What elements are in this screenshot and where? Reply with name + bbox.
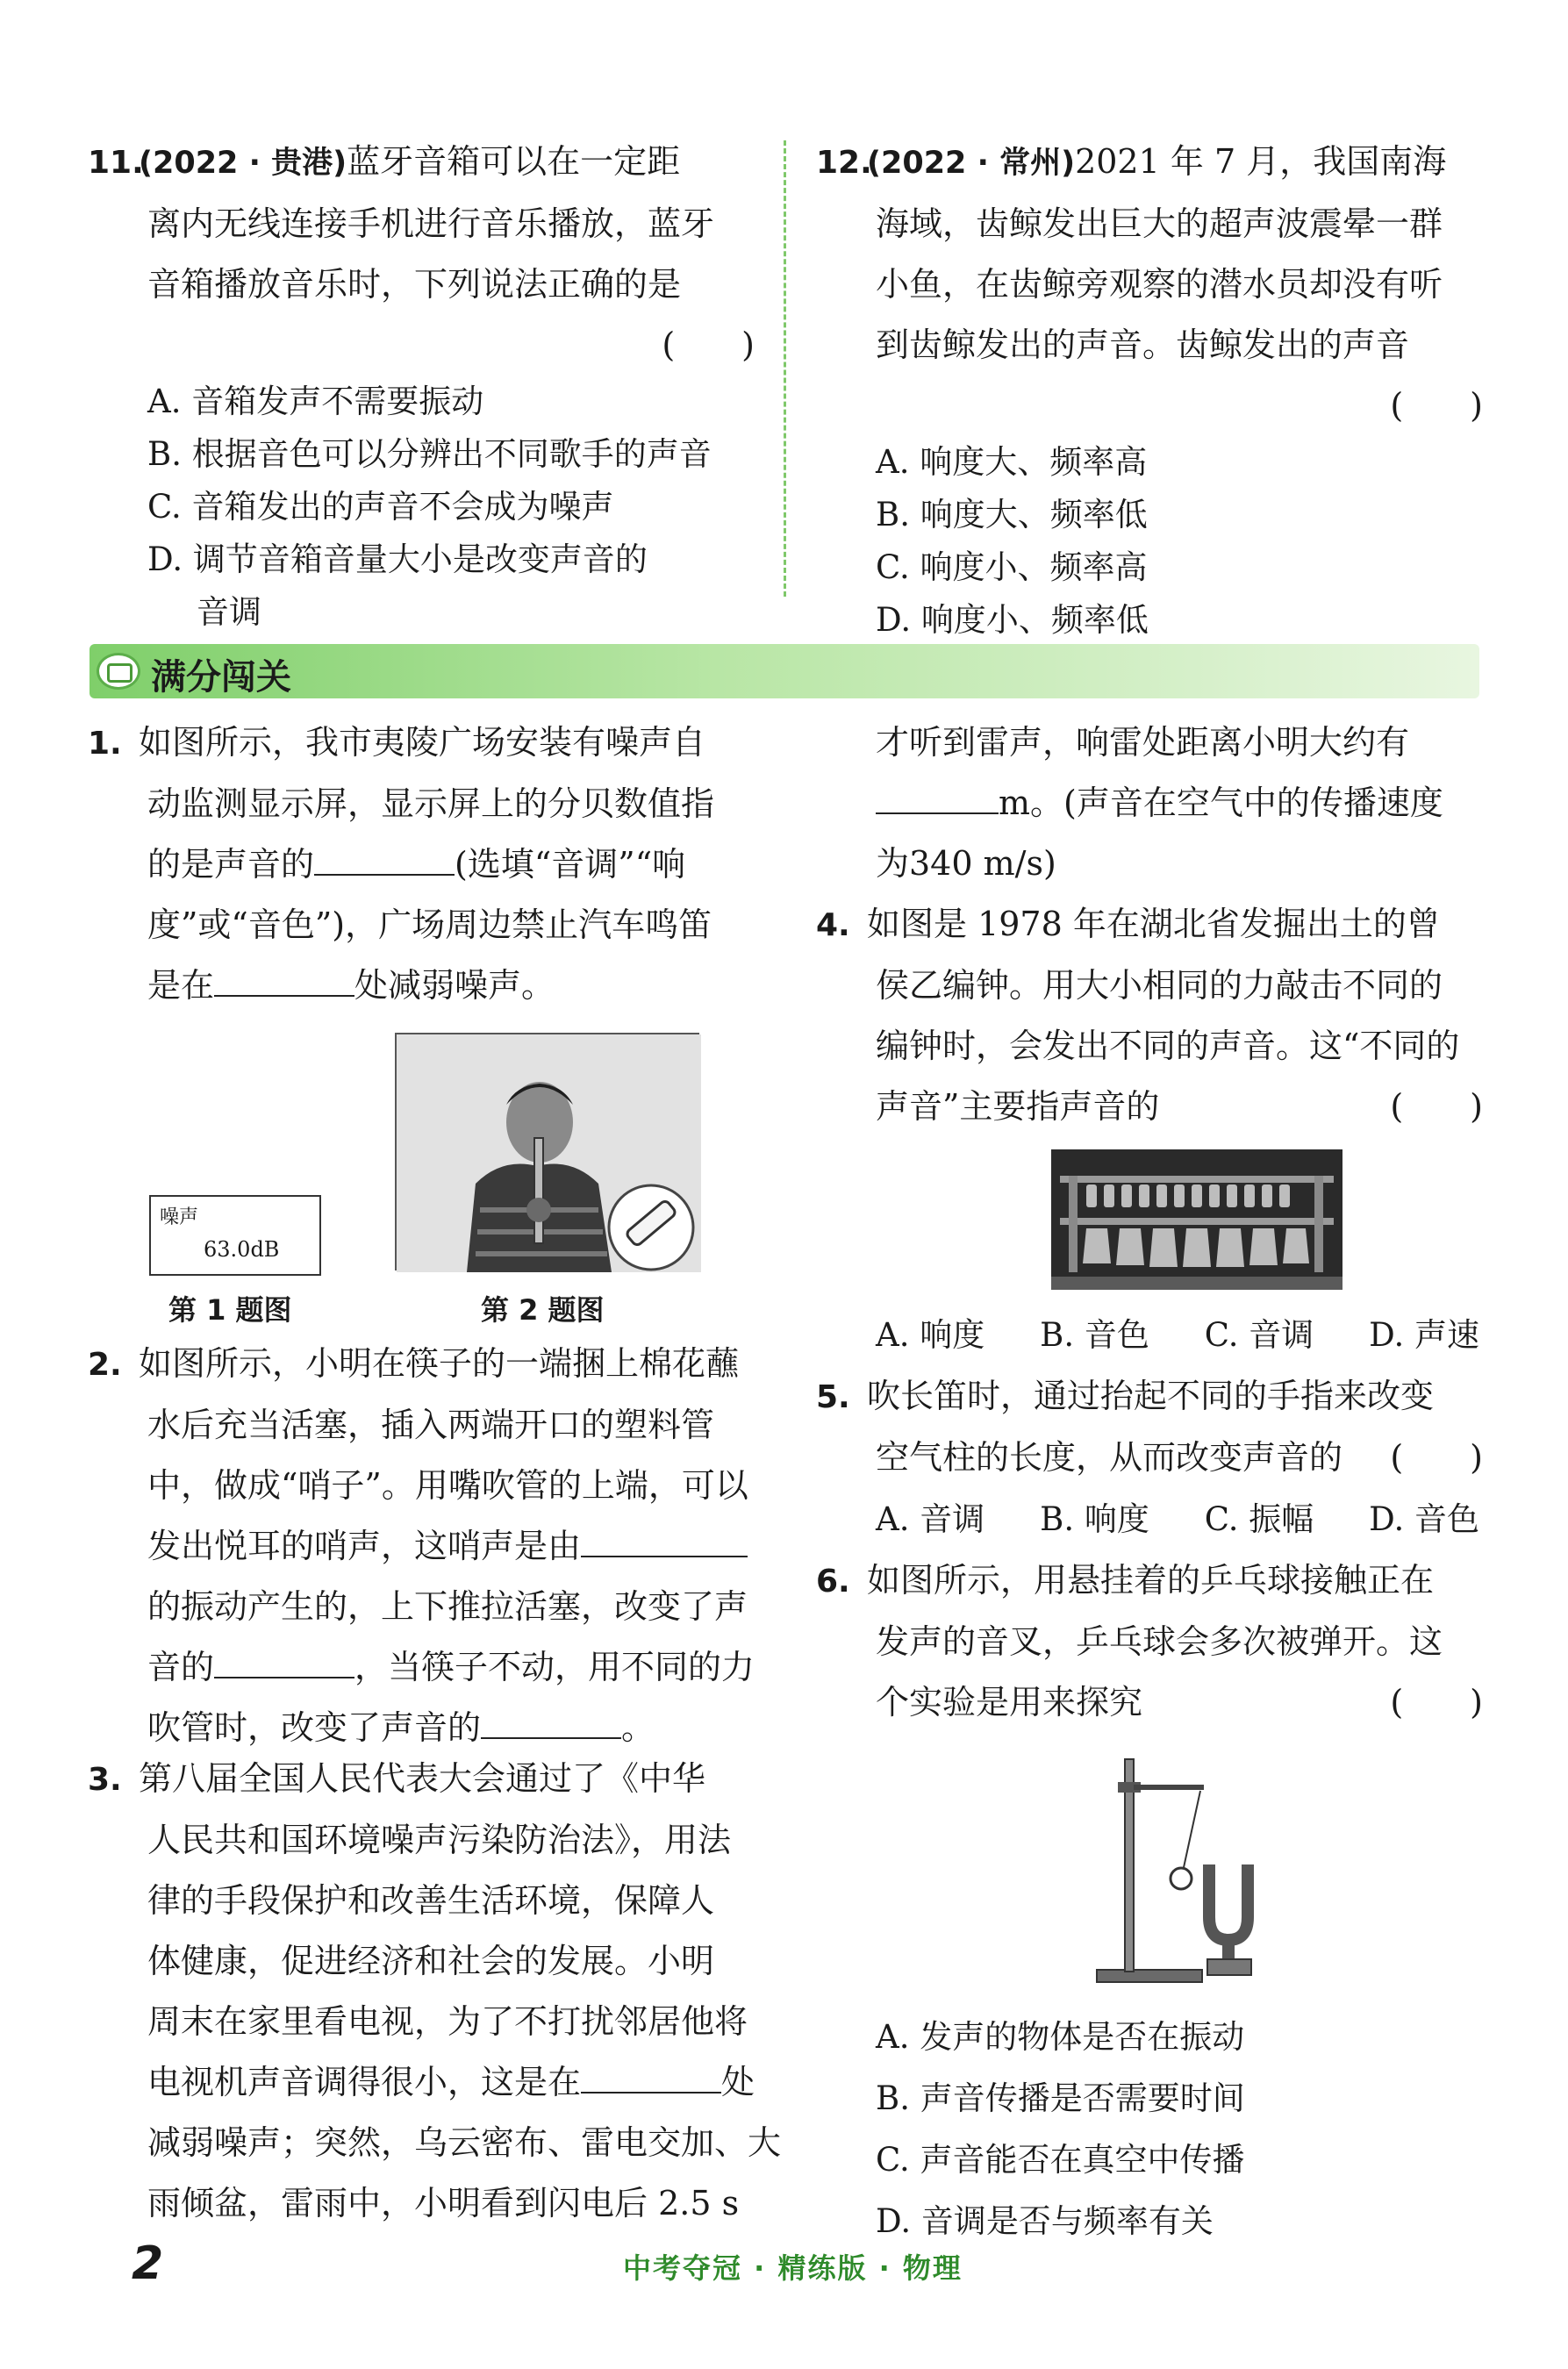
question-number: 12. <box>816 145 872 181</box>
question-text: 度”或“音色”)，广场周边禁止汽车鸣笛 <box>147 905 712 944</box>
fill-blank[interactable] <box>581 2060 721 2093</box>
question-text: 减弱噪声；突然，乌云密布、雷电交加、大 <box>147 2123 782 2162</box>
question-text: 为340 m/s) <box>876 844 1056 883</box>
question-text: 如图所示，用悬挂着的乒乓球接触正在 <box>867 1561 1435 1600</box>
question-text: 发出悦耳的哨声，这哨声是由 <box>147 1527 582 1565</box>
question-text: 周末在家里看电视，为了不打扰邻居他将 <box>147 2002 748 2041</box>
option-d[interactable]: D. 响度小、频率低 <box>876 601 1149 639</box>
question-4-options <box>816 1305 1483 1366</box>
figure-1-noise-display <box>149 1195 321 1276</box>
question-text: m。(声音在空气中的传播速度 <box>999 784 1443 822</box>
question-2 <box>88 1334 755 1758</box>
option-d[interactable]: D. 调节音箱音量大小是改变声音的 <box>147 540 648 578</box>
question-text: 才听到雷声，响雷处距离小明大约有 <box>876 723 1410 762</box>
display-label: 噪声 <box>160 1206 199 1228</box>
option-a[interactable]: A. 发声的物体是否在振动 <box>876 2018 1245 2056</box>
question-number: 3. <box>88 1762 122 1798</box>
question-number: 1. <box>88 726 122 762</box>
bianzhong-bells-illustration <box>1051 1149 1342 1290</box>
question-text: 电视机声音调得很小，这是在 <box>147 2063 582 2101</box>
option-a[interactable]: A. 音箱发声不需要振动 <box>147 383 484 420</box>
fill-blank[interactable] <box>214 963 354 997</box>
figure-1-caption: 第 1 题图 <box>168 1293 292 1327</box>
question-text: 编钟时，会发出不同的声音。这“不同的 <box>876 1027 1460 1065</box>
question-text: 小鱼，在齿鲸旁观察的潜水员却没有听 <box>876 265 1443 304</box>
option-b[interactable]: B. 响度 <box>1040 1500 1149 1538</box>
option-b[interactable]: B. 音色 <box>1040 1316 1149 1354</box>
option-b[interactable]: B. 根据音色可以分辨出不同歌手的声音 <box>147 435 712 473</box>
option-c[interactable]: C. 音调 <box>1204 1316 1314 1354</box>
fill-blank[interactable] <box>581 1524 748 1557</box>
question-text: 发声的音叉，乒乓球会多次被弹开。这 <box>876 1622 1443 1661</box>
question-text: 蓝牙音箱可以在一定距 <box>347 142 681 181</box>
answer-parentheses[interactable]: ( ) <box>1390 386 1483 425</box>
display-value: 63.0dB <box>204 1237 280 1262</box>
answer-parentheses[interactable]: ( ) <box>1390 1438 1483 1477</box>
book-brand: 中考夺冠 · 精练版 · 物理 <box>623 2251 963 2285</box>
question-text: 处 <box>721 2063 755 2101</box>
question-source: (2022 · 常州) <box>867 146 1076 181</box>
question-text: 吹长笛时，通过抬起不同的手指来改变 <box>867 1377 1435 1415</box>
tuning-fork-illustration <box>1088 1742 1264 1992</box>
question-11 <box>88 132 755 639</box>
figure-2-caption: 第 2 题图 <box>481 1293 605 1327</box>
fill-blank[interactable] <box>876 781 999 814</box>
question-6-options <box>816 2007 1483 2252</box>
question-text: 的振动产生的，上下推拉活塞，改变了声 <box>147 1587 748 1626</box>
page-number: 2 <box>132 2237 164 2290</box>
question-number: 5. <box>816 1379 850 1415</box>
option-d[interactable]: D. 音色 <box>1369 1500 1479 1538</box>
question-text: ，当筷子不动，用不同的力 <box>354 1648 755 1686</box>
fill-blank[interactable] <box>481 1706 621 1739</box>
option-c[interactable]: C. 声音能否在真空中传播 <box>876 2141 1245 2179</box>
question-text: 人民共和国环境噪声污染防治法》，用法 <box>147 1821 732 1859</box>
question-source: (2022 · 贵港) <box>139 146 347 181</box>
question-text: 处减弱噪声。 <box>354 966 555 1005</box>
question-text: 如图所示，小明在筷子的一端捆上棉花蘸 <box>139 1344 740 1383</box>
section-banner <box>89 644 1479 698</box>
question-text: 律的手段保护和改善生活环境，保障人 <box>147 1881 715 1920</box>
question-text: 空气柱的长度，从而改变声音的 <box>876 1438 1343 1477</box>
question-text: 雨倾盆，雷雨中，小明看到闪电后 2.5 s <box>147 2184 740 2222</box>
question-text: 到齿鲸发出的声音。齿鲸发出的声音 <box>876 326 1410 364</box>
answer-parentheses[interactable]: ( ) <box>1390 1683 1483 1721</box>
question-text: 音的 <box>147 1648 215 1686</box>
option-c[interactable]: C. 响度小、频率高 <box>876 548 1148 586</box>
question-text: 吹管时，改变了声音的 <box>147 1708 482 1747</box>
question-text: 离内无线连接手机进行音乐播放，蓝牙 <box>147 204 715 243</box>
option-c[interactable]: C. 振幅 <box>1204 1500 1314 1538</box>
question-text: 如图所示，我市夷陵广场安装有噪声自 <box>139 723 706 762</box>
question-4 <box>816 894 1483 1137</box>
question-number: 4. <box>816 907 850 943</box>
question-1 <box>88 712 755 1016</box>
question-text: 音箱播放音乐时，下列说法正确的是 <box>147 265 682 304</box>
fill-blank[interactable] <box>214 1645 354 1678</box>
question-number: 2. <box>88 1347 122 1383</box>
question-3 <box>88 1749 782 2234</box>
question-text: 声音”主要指声音的 <box>876 1087 1160 1126</box>
question-6 <box>816 1550 1483 1733</box>
question-5 <box>816 1366 1483 1488</box>
figure-4-bells-photo <box>1051 1149 1342 1290</box>
column-divider <box>784 140 786 597</box>
figure-2-photo <box>395 1033 699 1270</box>
boy-with-whistle-illustration <box>397 1034 701 1272</box>
question-text: 中，做成“哨子”。用嘴吹管的上端，可以 <box>147 1466 748 1505</box>
fill-blank[interactable] <box>314 842 455 876</box>
question-text: 是在 <box>147 966 215 1005</box>
option-a[interactable]: A. 响度 <box>876 1316 985 1354</box>
option-d-continued: 音调 <box>197 593 261 631</box>
option-b[interactable]: B. 响度大、频率低 <box>876 496 1148 533</box>
question-text: (选填“音调”“响 <box>455 845 686 884</box>
question-text: 的是声音的 <box>147 845 315 884</box>
question-text: 。 <box>621 1708 655 1747</box>
option-a[interactable]: A. 响度大、频率高 <box>876 443 1148 481</box>
option-d[interactable]: D. 声速 <box>1369 1316 1479 1354</box>
question-text: 海域，齿鲸发出巨大的超声波震晕一群 <box>876 204 1443 243</box>
question-text: 个实验是用来探究 <box>876 1683 1143 1721</box>
option-a[interactable]: A. 音调 <box>876 1500 985 1538</box>
question-3-continued <box>816 712 1483 894</box>
section-title: 满分闯关 <box>151 657 291 698</box>
answer-parentheses[interactable]: ( ) <box>662 326 755 364</box>
question-text: 侯乙编钟。用大小相同的力敲击不同的 <box>876 966 1443 1005</box>
option-d[interactable]: D. 音调是否与频率有关 <box>876 2202 1214 2240</box>
question-number: 11. <box>88 145 144 181</box>
question-text: 体健康，促进经济和社会的发展。小明 <box>147 1942 715 1980</box>
question-text: 动监测显示屏，显示屏上的分贝数值指 <box>147 784 715 823</box>
option-b[interactable]: B. 声音传播是否需要时间 <box>876 2079 1245 2117</box>
question-number: 6. <box>816 1564 850 1600</box>
question-text: 第八届全国人民代表大会通过了《中华 <box>139 1759 706 1798</box>
question-5-options <box>816 1489 1483 1550</box>
answer-parentheses[interactable]: ( ) <box>1390 1087 1483 1126</box>
option-c[interactable]: C. 音箱发出的声音不会成为噪声 <box>147 488 614 526</box>
question-text: 2021 年 7 月，我国南海 <box>1075 142 1447 181</box>
question-text: 水后充当活塞，插入两端开口的塑料管 <box>147 1406 715 1444</box>
book-icon <box>97 653 140 690</box>
question-text: 如图是 1978 年在湖北省发掘出土的曾 <box>867 905 1440 943</box>
question-12 <box>816 132 1483 647</box>
figure-6-tuning-fork <box>1088 1742 1264 1992</box>
